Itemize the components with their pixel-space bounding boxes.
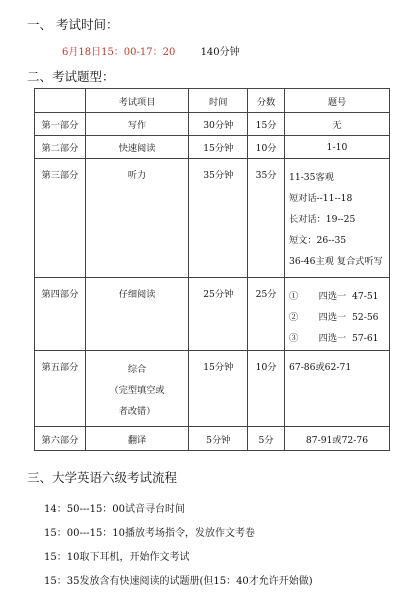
part-cell: 第二部分 [35,136,86,159]
part-cell: 第四部分 [35,278,86,351]
numbers-cell [285,159,390,278]
item-cell: 写作 [85,113,189,136]
time-cell: 35分钟 [189,159,248,278]
number-line: ① 四选一 47-51 [289,291,379,302]
number-line: 短对话--11--18 [289,193,353,204]
table-row [35,351,390,427]
header-cell [35,89,86,113]
number-line: 短文：26--35 [289,235,347,246]
part-cell: 第五部分 [35,351,86,427]
part-cell: 第一部分 [35,113,86,136]
score-cell: 35分 [248,159,285,278]
item-cell: 仔细阅读 [85,278,189,351]
section2-title: 二、考试题型： [27,69,115,84]
schedule-item: 14：50---15：00试音寻台时间 [44,504,186,515]
time-cell: 5分钟 [189,427,248,451]
table-row [35,159,390,278]
score-cell: 25分 [248,278,285,351]
item-line: 者改错） [118,406,156,417]
section3-title: 三、大学英语六级考试流程 [27,470,178,485]
time-cell: 15分钟 [189,136,248,159]
header-cell: 分数 [248,89,285,113]
number-line: 36-46主观 复合式听写 [289,256,383,267]
table-row [35,427,390,451]
exam-structure-table [34,88,390,451]
header-cell: 时间 [189,89,248,113]
table-row [35,113,390,136]
numbers-cell [285,278,390,351]
numbers-cell: 87-91或72-76 [285,427,390,451]
header-cell: 题号 [285,89,390,113]
numbers-cell: 67-86或62-71 [285,351,390,427]
number-line: ③ 四选一 57-61 [289,333,379,344]
part-cell: 第三部分 [35,159,86,278]
section1-title: 一、 考试时间： [27,17,119,32]
number-line: ② 四选一 52-56 [289,312,379,323]
time-cell: 30分钟 [189,113,248,136]
item-line: （完型填空或 [109,385,165,396]
time-cell: 25分钟 [189,278,248,351]
exam-duration: 140分钟 [200,47,240,58]
score-cell: 15分 [248,113,285,136]
table-row [35,136,390,159]
score-cell: 5分 [248,427,285,451]
numbers-cell: 1-10 [285,136,390,159]
item-cell: 翻译 [85,427,189,451]
item-line: 综合 [127,364,147,375]
header-cell: 考试项目 [85,89,189,113]
score-cell: 10分 [248,351,285,427]
number-line: 11-35客观 [289,172,334,183]
exam-time-red: 6月18日15：00-17：20 [62,47,176,58]
numbers-cell: 无 [285,113,390,136]
part-cell: 第六部分 [35,427,86,451]
item-cell [85,351,189,427]
item-cell: 听力 [85,159,189,278]
schedule-item: 15：10取下耳机，开始作文考试 [44,552,190,563]
schedule-item: 15：00---15：10播放考场指令，发放作文考卷 [44,528,256,539]
table-row [35,278,390,351]
time-cell: 15分钟 [189,351,248,427]
schedule-item: 15：35发放含有快速阅读的试题册(但15：40才允许开始做) [44,576,313,587]
table-header-row [35,89,390,113]
item-cell: 快速阅读 [85,136,189,159]
number-line: 长对话：19--25 [289,214,356,225]
score-cell: 10分 [248,136,285,159]
exam-time-line [62,43,240,58]
